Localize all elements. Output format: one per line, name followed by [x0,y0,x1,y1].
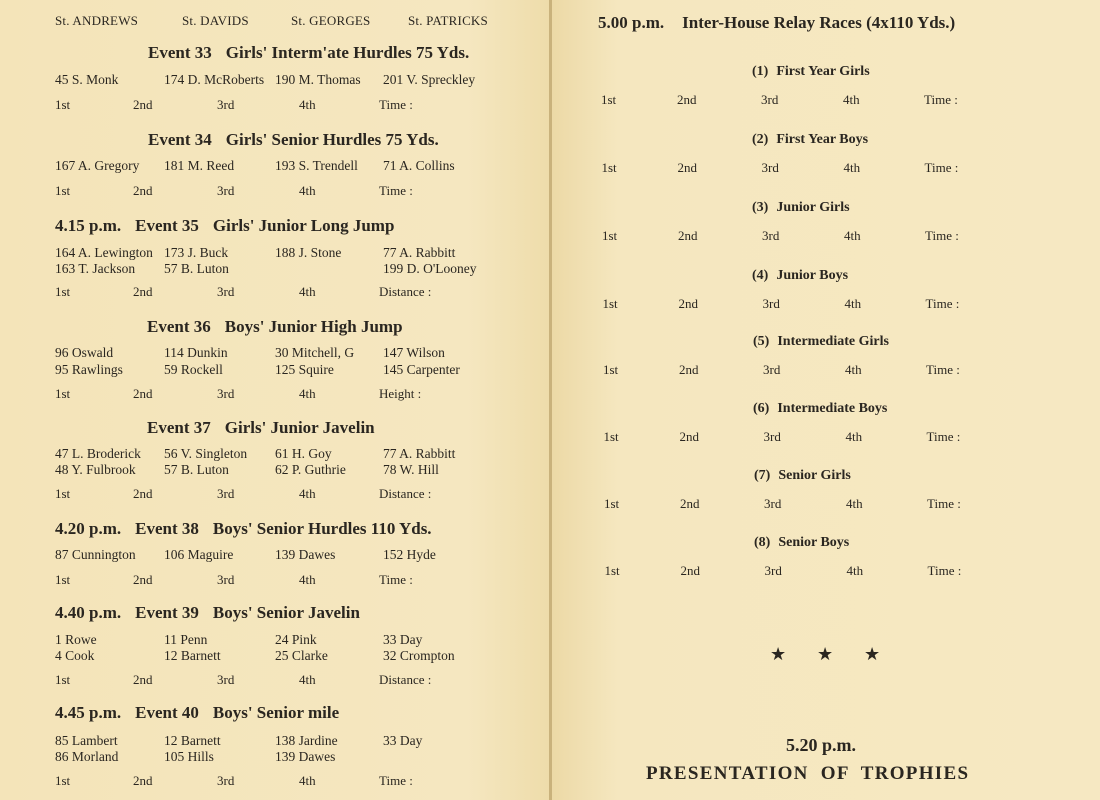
place-label: 3rd [217,97,235,112]
result-label: Distance : [379,672,432,687]
competitor-entry: 11 Penn [164,632,208,647]
place-label: 1st [55,486,71,501]
event-number: Event 40 [135,703,199,722]
competitor-entry: 57 B. Luton [164,462,229,477]
competitor-entry: 45 S. Monk [55,72,119,87]
competitor-entry: 173 J. Buck [164,245,229,260]
result-label: Time : [926,429,961,444]
place-label: 4th [299,486,316,501]
event-title [55,703,339,723]
competitor-entry: 1 Rowe [55,632,97,647]
place-label: 2nd [133,773,153,788]
competitor-entry: 106 Maguire [164,547,234,562]
place-label: 4th [845,362,862,377]
relay-time: 5.00 p.m. [598,13,665,32]
competitor-entry: 33 Day [383,733,423,748]
competitor-entry: 62 P. Guthrie [275,462,346,477]
competitor-entry: 139 Dawes [275,749,336,764]
place-label: 4th [299,284,316,299]
house-name: St. ANDREWS [55,13,139,28]
competitor-entry: 96 Oswald [55,345,114,360]
competitor-entry: 199 D. O'Looney [383,261,477,276]
competitor-entry: 56 V. Singleton [164,446,248,461]
place-label: 1st [604,563,620,578]
competitor-entry: 86 Morland [55,749,119,764]
competitor-entry: 95 Rawlings [55,362,123,377]
competitor-entry: 59 Rockell [164,362,223,377]
place-label: 2nd [679,429,699,444]
event-number: Event 35 [135,216,199,235]
competitor-entry: 24 Pink [275,632,317,647]
place-label: 1st [55,97,71,112]
event-title [55,603,360,623]
result-label: Time : [379,773,413,788]
competitor-entry: 181 M. Reed [164,158,235,173]
competitor-entry: 188 J. Stone [275,245,342,260]
place-label: 2nd [677,92,697,107]
place-label: 1st [55,773,71,788]
competitor-entry: 57 B. Luton [164,261,229,276]
relay-race-title [753,401,887,417]
place-label: 1st [602,228,618,243]
relay-race-title [752,64,870,80]
relay-race-number: (7) [754,468,771,483]
competitor-entry: 77 A. Rabbitt [383,245,456,260]
place-label: 1st [55,572,71,587]
star-icon: ★ [864,644,881,664]
competitor-entry: 47 L. Broderick [55,446,141,461]
place-label: 4th [843,160,861,175]
relay-race-number: (2) [752,132,769,147]
competitor-entry: 164 A. Lewington [55,245,153,260]
event-number: Event 36 [147,317,211,336]
result-label: Time : [379,572,413,587]
relay-race-title [753,334,889,350]
place-label: 3rd [761,92,779,107]
relay-race-title [752,132,868,148]
place-label: 4th [299,386,316,401]
place-label: 2nd [678,228,698,243]
event-number: Event 38 [135,519,199,538]
place-label: 2nd [679,362,699,377]
competitor-entry: 105 Hills [164,749,214,764]
place-label: 2nd [677,160,697,175]
event-name: Girls' Junior Javelin [224,418,375,437]
competitor-entry: 125 Squire [275,362,334,377]
event-title [55,216,394,236]
competitor-entry: 147 Wilson [383,345,445,360]
event-name: Girls' Senior Hurdles 75 Yds. [225,130,439,149]
result-label: Time : [925,296,960,311]
competitor-entry: 32 Crompton [383,648,455,663]
event-number: Event 34 [148,130,212,149]
house-name: St. PATRICKS [408,13,488,28]
relay-race-name: Senior Boys [778,535,850,550]
event-number: Event 39 [135,603,199,622]
relay-race-number: (8) [754,535,771,550]
place-label: 2nd [133,672,153,687]
result-label: Time : [379,97,413,112]
house-name: St. GEORGES [291,13,371,28]
star-icon: ★ [770,644,787,664]
place-label: 3rd [217,773,235,788]
place-label: 3rd [217,486,235,501]
competitor-entry: 190 M. Thomas [275,72,361,87]
event-time: 4.40 p.m. [55,603,122,622]
place-label: 1st [55,386,71,401]
competitor-entry: 48 Y. Fulbrook [55,462,136,477]
place-label: 3rd [217,183,235,198]
event-name: Boys' Junior High Jump [224,317,403,336]
relay-title: Inter-House Relay Races (4x110 Yds.) [682,13,956,32]
competitor-entry: 145 Carpenter [383,362,460,377]
result-label: Distance : [379,284,432,299]
place-label: 4th [844,228,861,243]
place-label: 2nd [133,386,153,401]
place-label: 4th [299,183,316,198]
place-label: 3rd [762,296,780,311]
competitor-entry: 33 Day [383,632,423,647]
relay-heading [598,13,955,33]
event-title [147,317,403,337]
place-label: 3rd [763,362,781,377]
competitor-entry: 12 Barnett [164,648,221,663]
relay-race-number: (4) [752,268,769,283]
event-name: Boys' Senior Javelin [212,603,360,622]
relay-race-name: Junior Girls [776,200,850,215]
place-label: 4th [299,672,316,687]
trophies-title: PRESENTATION OF TROPHIES [646,763,970,784]
place-label: 2nd [133,97,153,112]
event-time: 4.20 p.m. [55,519,122,538]
place-label: 4th [846,496,863,511]
trophies-time: 5.20 p.m. [786,735,857,755]
result-label: Distance : [379,486,432,501]
relay-race-name: Junior Boys [776,268,849,283]
place-label: 1st [601,92,617,107]
relay-race-number: (3) [752,200,769,215]
event-number: Event 33 [148,43,212,62]
star-icon: ★ [817,644,834,664]
event-name: Girls' Interm'ate Hurdles 75 Yds. [225,43,470,62]
event-name: Boys' Senior Hurdles 110 Yds. [212,519,432,538]
relay-race-number: (6) [753,401,770,416]
place-label: 2nd [133,486,153,501]
right-page [552,0,1100,800]
place-label: 4th [299,572,316,587]
competitor-entry: 174 D. McRoberts [164,72,265,87]
place-label: 1st [601,160,617,175]
competitor-entry: 114 Dunkin [164,345,228,360]
relay-race-name: First Year Boys [776,132,869,147]
competitor-entry: 139 Dawes [275,547,336,562]
place-label: 2nd [680,496,700,511]
competitor-entry: 71 A. Collins [383,158,455,173]
event-time: 4.45 p.m. [55,703,122,722]
place-label: 3rd [217,572,235,587]
competitor-entry: 4 Cook [55,648,95,663]
competitor-entry: 30 Mitchell, G [275,345,355,360]
place-label: 3rd [764,563,782,578]
place-label: 1st [603,429,619,444]
event-number: Event 37 [147,418,211,437]
competitor-entry: 163 T. Jackson [55,261,136,276]
event-name: Girls' Junior Long Jump [212,216,395,235]
relay-race-name: First Year Girls [776,64,870,79]
competitor-entry: 25 Clarke [275,648,328,663]
event-name: Boys' Senior mile [212,703,340,722]
place-label: 3rd [762,228,780,243]
competitor-entry: 152 Hyde [383,547,436,562]
relay-race-title [752,268,848,284]
competitor-entry: 61 H. Goy [275,446,332,461]
result-label: Time : [926,362,960,377]
place-label: 1st [603,362,619,377]
competitor-entry: 87 Cunnington [55,547,136,562]
place-label: 1st [604,496,620,511]
house-name: St. DAVIDS [182,13,249,28]
result-label: Time : [379,183,413,198]
relay-race-title [754,535,849,551]
result-label: Time : [924,160,959,175]
relay-race-name: Intermediate Boys [777,401,888,416]
place-label: 3rd [217,386,235,401]
place-label: 2nd [133,284,153,299]
place-label: 2nd [133,572,153,587]
place-label: 3rd [217,672,235,687]
place-label: 4th [299,97,316,112]
event-title [55,519,432,539]
competitor-entry: 85 Lambert [55,733,118,748]
place-label: 1st [602,296,618,311]
result-label: Height : [379,386,422,401]
place-label: 2nd [680,563,700,578]
relay-race-name: Intermediate Girls [777,334,889,349]
competitor-entry: 12 Barnett [164,733,221,748]
stars-divider [770,644,911,665]
place-label: 2nd [133,183,153,198]
relay-race-name: Senior Girls [778,468,851,483]
relay-race-number: (5) [753,334,770,349]
event-title [148,43,469,63]
relay-race-number: (1) [752,64,769,79]
place-label: 4th [844,296,862,311]
place-label: 4th [846,563,864,578]
place-label: 1st [55,284,71,299]
competitor-entry: 201 V. Spreckley [383,72,476,87]
event-title [148,130,439,150]
result-label: Time : [925,228,959,243]
competitor-entry: 78 W. Hill [383,462,439,477]
competitor-entry: 77 A. Rabbitt [383,446,456,461]
place-label: 4th [299,773,316,788]
place-label: 2nd [678,296,698,311]
result-label: Time : [927,563,962,578]
competitor-entry: 167 A. Gregory [55,158,140,173]
competitor-entry: 138 Jardine [275,733,338,748]
result-label: Time : [924,92,958,107]
event-time: 4.15 p.m. [55,216,122,235]
place-label: 4th [843,92,860,107]
place-label: 3rd [761,160,779,175]
relay-race-title [752,200,850,216]
place-label: 3rd [764,496,782,511]
result-label: Time : [927,496,961,511]
competitor-entry: 193 S. Trendell [275,158,358,173]
event-title [147,418,375,438]
place-label: 3rd [763,429,781,444]
relay-race-title [754,468,851,484]
place-label: 4th [845,429,863,444]
place-label: 1st [55,183,71,198]
place-label: 3rd [217,284,235,299]
place-label: 1st [55,672,71,687]
